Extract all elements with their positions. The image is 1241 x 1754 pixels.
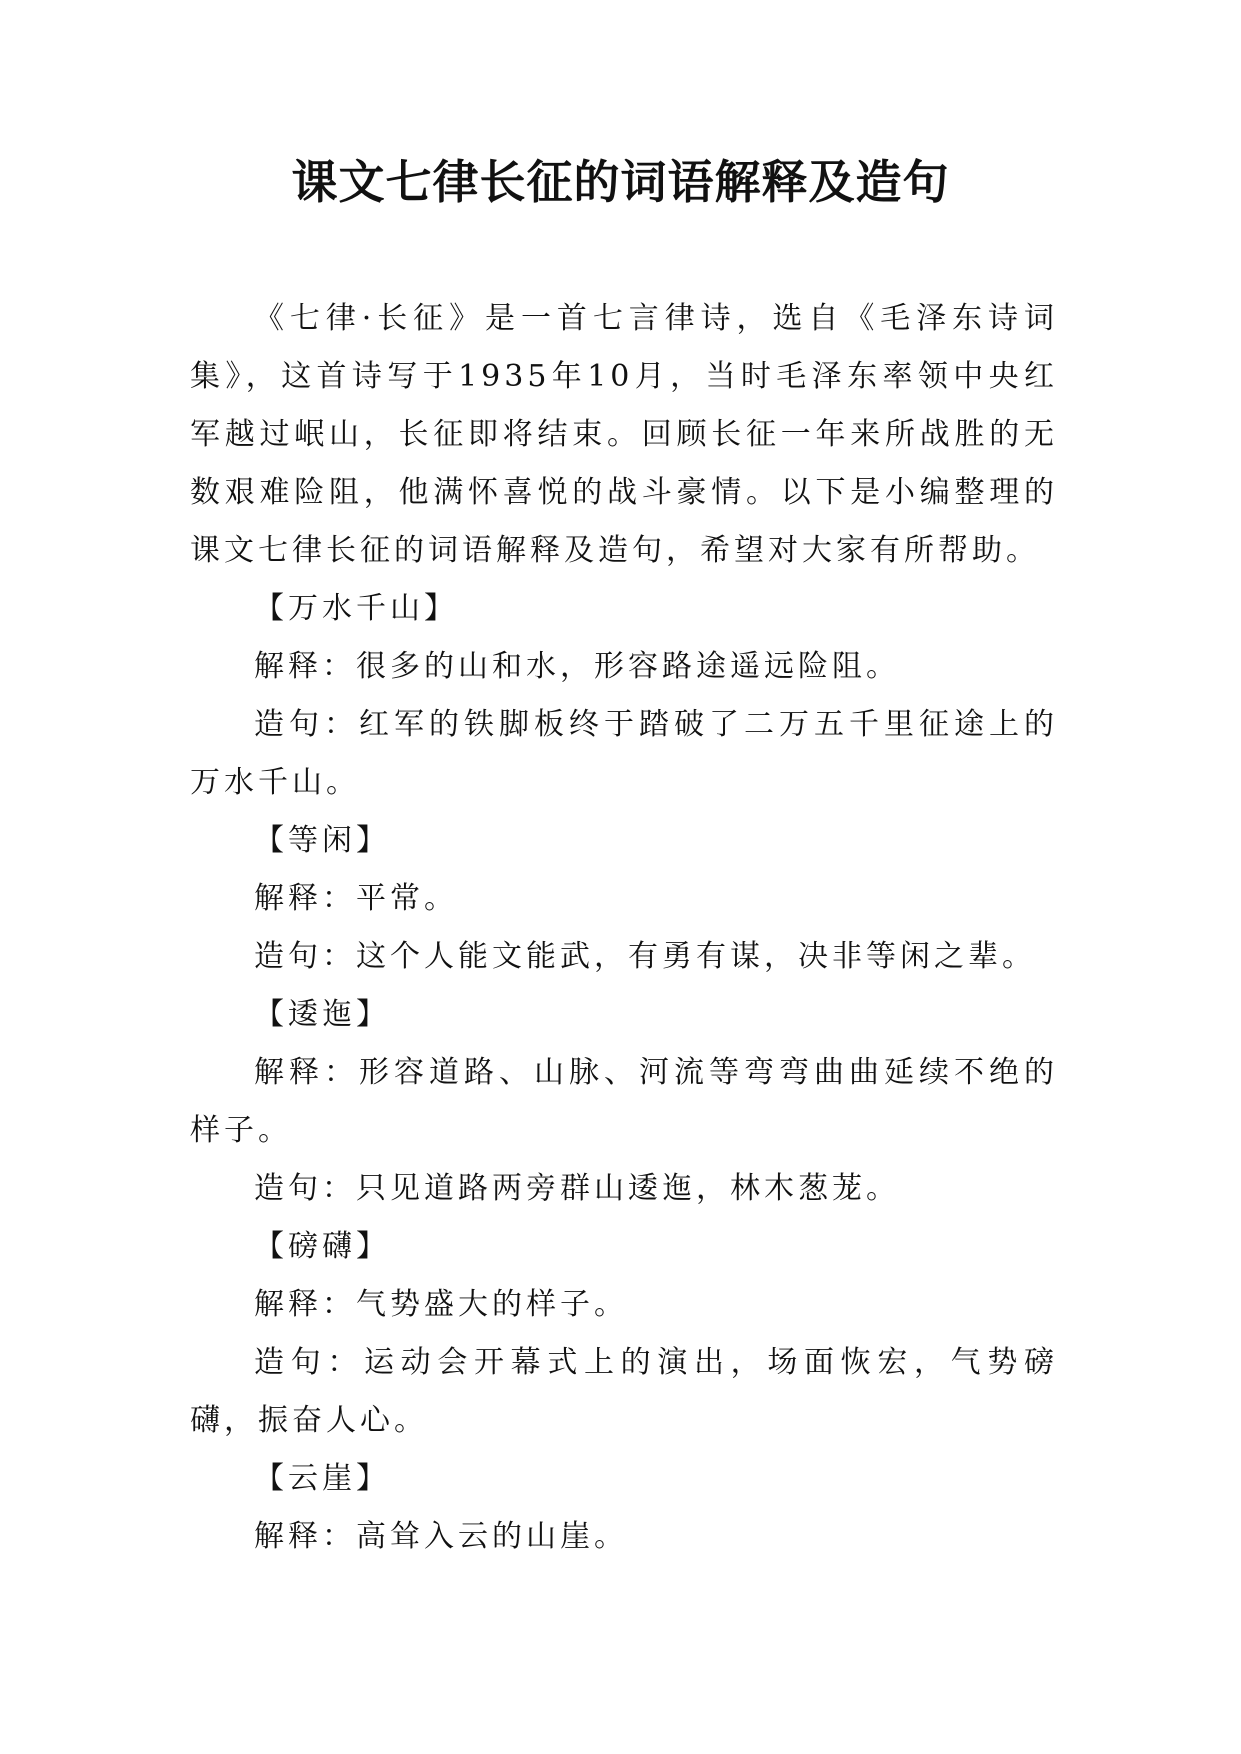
document-body: [190, 290, 1058, 1566]
term-example-sentence: 造句：运动会开幕式上的演出，场面恢宏，气势磅礴，振奋人心。: [190, 1345, 1058, 1438]
term-example-sentence: 造句：红军的铁脚板终于踏破了二万五千里征途上的万水千山。: [190, 707, 1058, 800]
term-explanation: 解释：很多的山和水，形容路途遥远险阻。: [254, 649, 900, 684]
term-heading: 【云崖】: [254, 1461, 390, 1496]
term-explanation: 解释：形容道路、山脉、河流等弯弯曲曲延续不绝的样子。: [190, 1055, 1058, 1148]
term-heading: 【磅礴】: [254, 1229, 390, 1264]
intro-paragraph: 《七律·长征》是一首七言律诗，选自《毛泽东诗词集》，这首诗写于1935年10月，当时毛泽东率领中央红军越过岷山，长征即将结束。回顾长征一年来所战胜的无数艰难险阻，他满怀喜悦的战斗豪情。以下是小编整理的课文七律长征的词语解释及造句，希望对大家有所帮助。: [190, 301, 1058, 568]
document-title: 课文七律长征的词语解释及造句: [291, 155, 950, 209]
term-explanation: 解释：高耸入云的山崖。: [254, 1519, 628, 1554]
term-heading: 【万水千山】: [254, 591, 458, 626]
term-explanation: 解释：平常。: [254, 881, 458, 916]
term-explanation: 解释：气势盛大的样子。: [254, 1287, 628, 1322]
term-example-sentence: 造句：这个人能文能武，有勇有谋，决非等闲之辈。: [254, 939, 1036, 974]
term-heading: 【等闲】: [254, 823, 390, 858]
term-heading: 【逶迤】: [254, 997, 390, 1032]
term-example-sentence: 造句：只见道路两旁群山逶迤，林木葱茏。: [254, 1171, 900, 1206]
